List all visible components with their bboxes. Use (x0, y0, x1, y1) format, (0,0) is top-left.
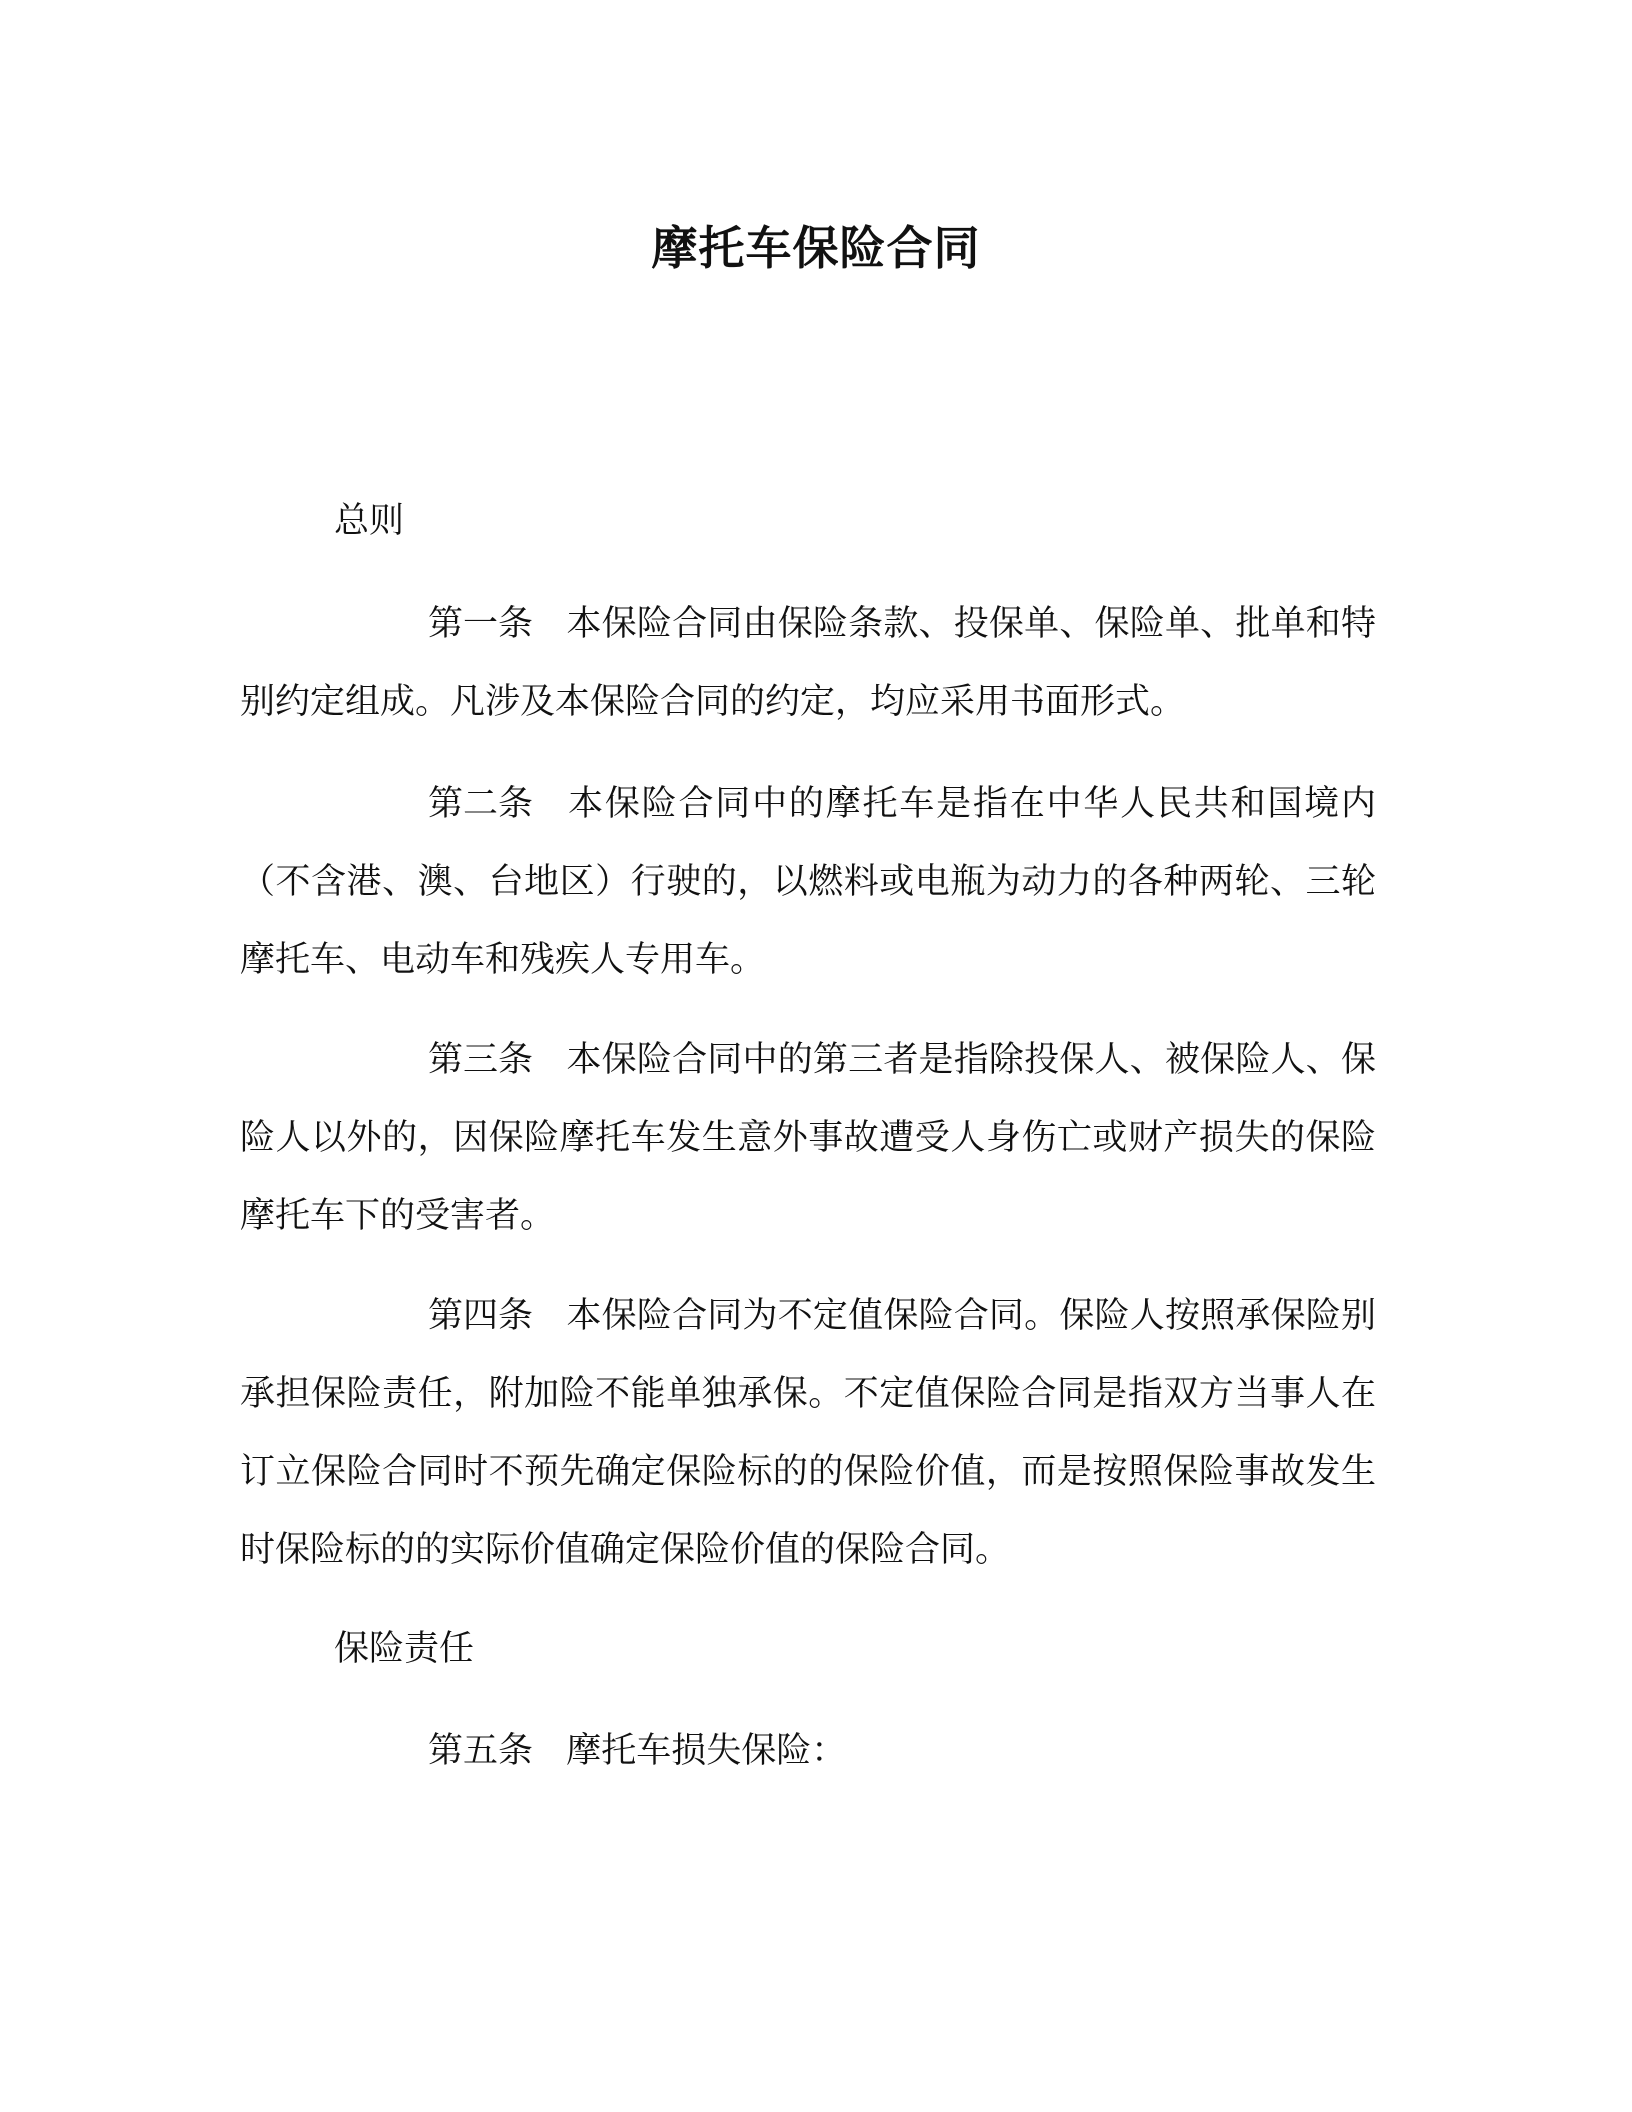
article-4 (240, 1277, 1376, 1589)
document-title: 摩托车保险合同 (651, 221, 981, 275)
article-number: 第二条 (428, 784, 534, 824)
article-text: 本保险合同为不定值保险合同。保险人按照承保险别承担保险责任，附加险不能单独承保。不定值保险合同是指双方当事人在订立保险合同时不预先确定保险标的的保险价值，而是按照保险事故发生时保险标的的实际价值确定保险价值的保险合同。 (240, 1296, 1376, 1570)
section-heading-liability: 保险责任 (334, 1629, 475, 1669)
article-number: 第五条 (428, 1731, 534, 1771)
article-3 (240, 1021, 1376, 1255)
article-number: 第三条 (428, 1040, 534, 1080)
article-1 (240, 585, 1376, 741)
article-number: 第一条 (428, 604, 534, 644)
article-text: 本保险合同中的摩托车是指在中华人民共和国境内（不含港、澳、台地区）行驶的，以燃料或电瓶为动力的各种两轮、三轮摩托车、电动车和残疾人专用车。 (240, 784, 1376, 980)
article-number: 第四条 (428, 1296, 534, 1336)
section-heading-general: 总则 (334, 501, 405, 541)
article-2 (240, 765, 1376, 999)
article-text: 本保险合同由保险条款、投保单、保险单、批单和特别约定组成。凡涉及本保险合同的约定，均应采用书面形式。 (240, 604, 1376, 722)
article-text: 摩托车损失保险： (566, 1731, 847, 1771)
article-text: 本保险合同中的第三者是指除投保人、被保险人、保险人以外的，因保险摩托车发生意外事故遭受人身伤亡或财产损失的保险摩托车下的受害者。 (240, 1040, 1376, 1236)
article-5 (240, 1712, 1376, 1790)
